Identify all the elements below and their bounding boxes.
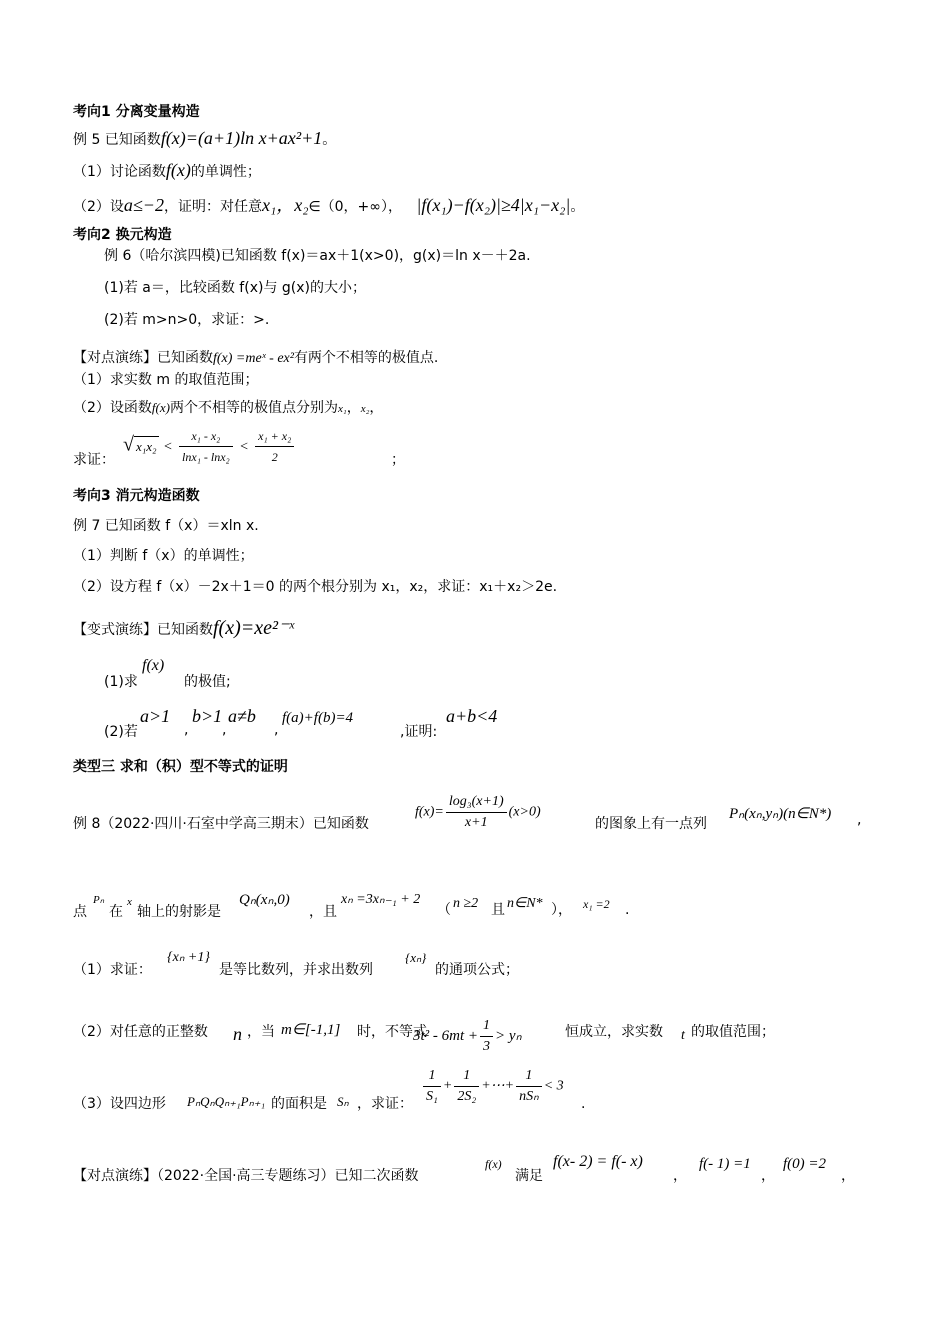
ex8q3-f2n: 1 (454, 1066, 479, 1087)
vq2-prefix: (2)若 (104, 724, 138, 740)
proof-label: 求证： (73, 452, 115, 468)
ex8q3-f3n: 1 (516, 1066, 542, 1087)
vq2-mid: ,证明: (400, 724, 438, 740)
ex8q3-lt: < 3 (543, 1078, 564, 1094)
practice2-prefix: 【对点演练】（2022·全国·高三专题练习）已知二次函数 (73, 1168, 419, 1184)
practice2-c1: f(x- 2) = f(- x) (553, 1153, 643, 1170)
l2-b: 在 (109, 904, 123, 920)
ex8q3-frac-2 (454, 1066, 479, 1107)
heading-direction-2: 考向2 换元构造 (73, 227, 172, 243)
ex5-end: 。 (322, 132, 337, 148)
q2-prefix: （2）设 (73, 199, 124, 215)
ex8q3-quad: PₙQₙQₙ₊₁Pₙ₊₁ (187, 1094, 266, 1109)
ex8q3-end: . (581, 1096, 586, 1112)
l2-g: ）， (551, 902, 572, 918)
practice-suffix: 有两个不相等的极值点. (293, 350, 439, 366)
l2-n: n ≥2 (453, 896, 479, 911)
ex5-prefix: 例 5 已知函数 (73, 132, 161, 148)
ex5-question-2 (73, 195, 584, 217)
ex7-question-1: （1）判断 f（x）的单调性； (73, 548, 254, 564)
q1-suffix: 的单调性； (190, 164, 261, 180)
vq1-prefix: (1)求 (104, 674, 138, 690)
ex8-end: , (857, 812, 862, 828)
practice-formula: f(x) =meˣ - ex² (213, 351, 294, 366)
ex8q1-mid: 是等比数列，并求出数列 (219, 962, 373, 978)
pq2-mid: 两个不相等的极值点分别为 (169, 400, 338, 416)
ex8q3-f1n: 1 (423, 1066, 441, 1087)
l2-d: ，且 (309, 904, 337, 920)
l2-nn: n∈N* (507, 896, 543, 911)
q2-ineq: |f(x₁)−f(x₂)|≥4|x₁−x₂| (416, 195, 571, 215)
l2-e: （ (437, 902, 451, 918)
ex8q3-f3d: nSₙ (519, 1089, 539, 1104)
ex8q1-end: 的通项公式； (435, 962, 519, 978)
practice-1 (73, 348, 438, 369)
ex8q3-f1d: S₁ (426, 1089, 438, 1104)
proof-num-2: x₁ + x₂ (255, 426, 294, 447)
example-7: 例 7 已知函数 f（x）＝xln x. (73, 518, 259, 534)
ex8q3-frac-1 (423, 1066, 441, 1107)
ex8q2-prefix: （2）对任意的正整数 (73, 1024, 208, 1040)
ex6-question-1: (1)若 a＝，比较函数 f(x)与 g(x)的大小； (104, 280, 366, 296)
ex6-question-2: (2)若 m>n>0，求证：>. (104, 312, 270, 328)
variant-prefix: 【变式演练】已知函数 (73, 622, 213, 638)
vq1-suffix: 的极值; (184, 674, 231, 690)
vq2-comma-1: , (184, 722, 189, 738)
practice2-comma-3: ， (841, 1168, 855, 1184)
pq2-end: ， (369, 400, 384, 416)
practice-q1: （1）求实数 m 的取值范围； (73, 372, 259, 388)
l2-x: x (127, 896, 132, 908)
variant-formula: f(x)=xe²⁻ˣ (213, 617, 295, 639)
ex8q2-ineq-b: > yₙ (495, 1027, 522, 1044)
ex8q3-mid: 的面积是 (271, 1096, 327, 1112)
ex8-prefix: 例 8（2022·四川·石室中学高三期末）已知函数 (73, 816, 369, 832)
ex5-question-1 (73, 160, 261, 182)
pq2-comma: ， (346, 400, 361, 416)
pq2-prefix: （2）设函数 (73, 400, 152, 416)
ex8q3-b: ，求证： (357, 1096, 413, 1112)
ex8q1-seq: {xₙ +1} (167, 950, 210, 965)
ex8q3-dots: +⋯+ (481, 1078, 515, 1094)
ex8q2-num: 1 (480, 1016, 493, 1037)
vq2-c4: f(a)+f(b)=4 (282, 710, 354, 726)
example-5 (73, 128, 336, 150)
practice2-mid: 满足 (515, 1168, 543, 1184)
l2-a: 点 (73, 904, 87, 920)
heading-type-3: 类型三 求和（积）型不等式的证明 (73, 759, 288, 775)
proof-lt-1: < (163, 439, 173, 455)
q2-range: ∈（0，+∞）， (308, 199, 402, 215)
l2-x1: x₁ =2 (583, 897, 610, 911)
q2-cond: a≤−2 (123, 195, 164, 215)
variant-practice (73, 618, 294, 640)
ex7-question-2: （2）设方程 f（x）－2x＋1＝0 的两个根分别为 x₁，x₂，求证：x₁＋x₂＞2e. (73, 579, 558, 595)
pq2-x1: x₁ (337, 403, 347, 415)
l2-p: Pₙ (93, 894, 105, 906)
ex8-num: log₃(x+1) (446, 792, 507, 813)
proof-den-2: 2 (271, 450, 278, 464)
pq2-x2: x₂ (360, 403, 370, 415)
ex8q3-prefix: （3）设四边形 (73, 1096, 166, 1112)
ex8-function (415, 792, 541, 833)
ex5-formula: f(x)=(a+1)ln x+ax²+1 (160, 128, 323, 148)
ex8q2-den: 3 (483, 1039, 491, 1054)
sqrt-icon: √ (123, 433, 134, 456)
ex8q2-ineq (413, 1016, 522, 1057)
l2-f: 且 (491, 902, 505, 918)
proof-formula (123, 426, 296, 467)
ex8q3-plus: + (442, 1078, 453, 1094)
ex8q2-end: 的取值范围； (691, 1024, 775, 1040)
ex8q2-n: n (233, 1024, 242, 1044)
ex8-f: f(x)= (415, 804, 444, 820)
ex8q2-t: t (681, 1028, 685, 1043)
ex8-frac (446, 792, 507, 833)
ex8q2-ineq-a: 3t² - 6mt + (413, 1027, 479, 1044)
practice2-fx: f(x) (485, 1157, 502, 1171)
ex8-seq: Pₙ(xₙ,yₙ)(n∈N*) (729, 806, 832, 822)
ex8q3-frac-3 (516, 1066, 542, 1107)
ex8-cond: (x>0) (508, 804, 541, 820)
vq2-goal: a+b<4 (446, 706, 498, 726)
vq2-comma-3: , (274, 722, 279, 738)
proof-num-1: x₁ - x₂ (179, 426, 233, 447)
ex8q3-f2d: 2S₂ (457, 1089, 477, 1104)
proof-sqrt: x₁x₂ (134, 436, 159, 457)
l2-c: 轴上的射影是 (137, 904, 221, 920)
ex8-den: x+1 (464, 815, 488, 830)
ex8-mid: 的图象上有一点列 (595, 816, 707, 832)
practice-q2 (73, 398, 383, 419)
ex8q2-b: 时，不等式 (357, 1024, 427, 1040)
example-6: 例 6（哈尔滨四模)已知函数 f(x)＝ax＋1(x>0)，g(x)＝ln x－＋2a. (104, 248, 531, 264)
vq1-formula: f(x) (142, 657, 165, 674)
l2-h: . (625, 902, 630, 918)
vq2-c1: a>1 (140, 706, 171, 726)
proof-frac-2 (255, 426, 294, 467)
heading-direction-1: 考向1 分离变量构造 (73, 104, 200, 120)
q1-prefix: （1）讨论函数 (73, 164, 166, 180)
l2-q: Qₙ(xₙ,0) (239, 892, 290, 908)
ex8q1-prefix: （1）求证： (73, 962, 152, 978)
proof-end: ； (391, 452, 405, 468)
ex8q2-c: 恒成立，求实数 (565, 1024, 663, 1040)
l2-rec: xₙ =3xₙ₋₁ + 2 (341, 892, 421, 907)
proof-lt-2: < (239, 439, 249, 455)
practice-prefix: 【对点演练】已知函数 (73, 350, 213, 366)
vq2-comma-2: , (222, 722, 227, 738)
ex8q2-frac (480, 1016, 493, 1057)
ex8q3-s: Sₙ (337, 1094, 349, 1109)
proof-den-1: lnx₁ - lnx₂ (182, 450, 230, 464)
practice2-comma-2: ， (761, 1168, 775, 1184)
q2-end: 。 (570, 199, 585, 215)
vq2-c2: b>1 (192, 706, 223, 726)
q2-mid: ，证明：对任意 (163, 199, 262, 215)
pq2-fx: f(x) (151, 400, 170, 415)
ex8q3-sum (421, 1066, 564, 1107)
ex8q2-m: m∈[-1,1] (281, 1022, 341, 1038)
q1-formula: f(x) (165, 160, 191, 180)
heading-direction-3: 考向3 消元构造函数 (73, 488, 200, 504)
ex8q2-a: ，当 (247, 1024, 275, 1040)
vq2-c3: a≠b (228, 706, 256, 726)
proof-frac-1 (179, 426, 233, 467)
practice2-comma-1: ， (673, 1168, 687, 1184)
practice2-c2: f(- 1) =1 (699, 1156, 751, 1172)
practice2-c3: f(0) =2 (783, 1156, 827, 1172)
ex8q1-seq2: {xₙ} (405, 950, 427, 965)
q2-vars: x₁，x₂ (261, 195, 309, 215)
